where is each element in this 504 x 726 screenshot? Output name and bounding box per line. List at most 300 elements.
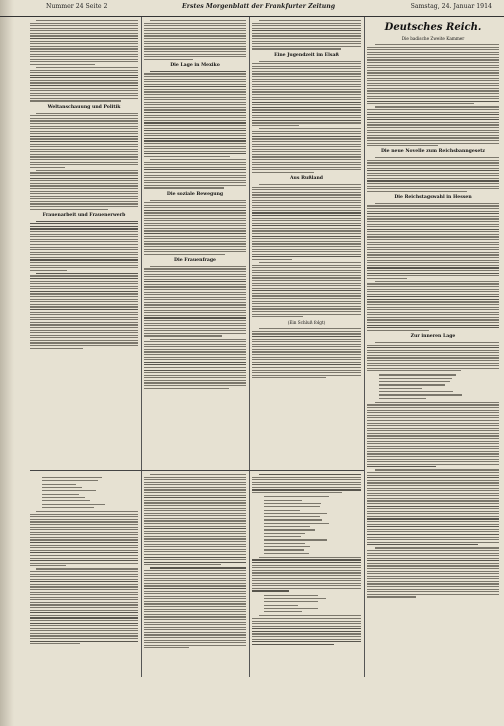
text-line — [367, 586, 499, 587]
text-line — [144, 585, 246, 586]
text-line — [252, 249, 361, 250]
text-line — [367, 461, 499, 462]
text-line — [30, 337, 138, 338]
text-line — [42, 504, 105, 505]
text-line — [30, 162, 138, 163]
text-line — [367, 423, 499, 424]
text-line — [30, 151, 138, 152]
text-line — [367, 231, 499, 232]
text-line — [252, 303, 361, 304]
text-line — [367, 270, 499, 271]
text-line — [367, 162, 499, 163]
text-line — [144, 177, 246, 178]
text-line — [144, 89, 246, 90]
text-line — [144, 143, 246, 144]
text-line — [30, 301, 138, 302]
text-line — [252, 331, 361, 332]
text-line — [30, 146, 138, 147]
text-line — [252, 38, 361, 39]
text-line — [252, 354, 361, 355]
text-line — [367, 244, 499, 245]
text-line — [144, 128, 246, 129]
text-line — [367, 213, 499, 214]
text-line — [144, 187, 224, 188]
text-line — [252, 223, 361, 224]
text-line — [252, 120, 361, 121]
text-line — [252, 241, 361, 242]
text-line — [252, 295, 361, 296]
text-line — [367, 583, 499, 584]
text-line — [144, 315, 246, 316]
text-line — [144, 274, 246, 275]
text-line — [367, 498, 499, 499]
text-line — [150, 71, 246, 72]
text-line — [144, 254, 225, 255]
text-line — [144, 538, 246, 539]
text-line — [30, 159, 138, 160]
text-line — [367, 370, 461, 371]
text-line — [30, 43, 138, 44]
text-line — [367, 88, 499, 89]
text-line — [367, 80, 499, 81]
text-line — [144, 212, 246, 213]
text-line — [252, 590, 289, 591]
text-line — [264, 549, 304, 550]
text-line — [30, 586, 138, 587]
text-line — [252, 333, 361, 334]
text-line — [367, 495, 499, 496]
text-paragraph — [367, 203, 499, 279]
text-line — [36, 170, 138, 171]
text-line — [144, 115, 246, 116]
text-line — [367, 175, 499, 176]
text-line — [252, 41, 361, 42]
text-line — [30, 519, 138, 520]
text-line — [367, 168, 499, 169]
text-paragraph — [367, 44, 499, 104]
text-line — [252, 251, 361, 252]
text-line — [144, 302, 246, 303]
text-paragraph — [252, 557, 361, 592]
text-line — [367, 234, 499, 235]
text-line — [367, 205, 499, 206]
text-line — [144, 238, 246, 239]
text-line — [144, 645, 246, 646]
text-line — [144, 549, 246, 550]
text-line — [144, 372, 246, 373]
text-line — [367, 544, 478, 545]
text-line — [30, 254, 138, 255]
text-line — [30, 149, 138, 150]
text-line — [252, 33, 361, 34]
text-line — [144, 351, 246, 352]
text-line — [252, 122, 361, 123]
text-line — [367, 550, 499, 551]
text-line — [252, 91, 361, 92]
text-line — [252, 81, 361, 82]
text-line — [144, 492, 246, 493]
text-line — [252, 189, 361, 190]
text-line — [150, 200, 246, 201]
text-line — [144, 299, 246, 300]
text-line — [252, 628, 361, 629]
text-line — [252, 228, 361, 229]
text-line — [30, 247, 138, 248]
text-line — [252, 362, 361, 363]
text-line — [144, 220, 246, 221]
text-line — [367, 224, 499, 225]
text-line — [252, 370, 361, 371]
text-line — [144, 223, 246, 224]
text-line — [367, 124, 499, 125]
text-line — [144, 593, 246, 594]
text-line — [252, 79, 361, 80]
text-line — [367, 260, 499, 261]
text-line — [144, 627, 246, 628]
text-line — [264, 601, 318, 602]
text-line — [42, 477, 102, 478]
text-line — [144, 185, 246, 186]
text-line — [144, 117, 246, 118]
text-line — [30, 133, 138, 134]
text-line — [144, 79, 246, 80]
text-line — [367, 365, 499, 366]
text-line — [144, 385, 246, 386]
text-line — [144, 84, 246, 85]
text-line — [30, 28, 138, 29]
text-paragraph — [30, 511, 138, 566]
text-line — [144, 359, 246, 360]
text-line — [144, 307, 246, 308]
text-line — [30, 527, 138, 528]
text-line — [144, 104, 246, 105]
text-line — [367, 581, 499, 582]
text-line — [367, 539, 499, 540]
text-line — [252, 359, 361, 360]
text-line — [367, 218, 499, 219]
text-line — [252, 559, 361, 560]
text-line — [367, 410, 499, 411]
text-line — [144, 48, 246, 49]
text-line — [252, 43, 361, 44]
text-line — [367, 278, 407, 279]
text-line — [144, 513, 246, 514]
text-line — [30, 93, 138, 94]
text-line — [367, 534, 499, 535]
text-line — [30, 98, 138, 99]
text-line — [252, 167, 361, 168]
text-line — [252, 631, 361, 632]
text-line — [144, 603, 246, 604]
text-paragraph — [252, 262, 361, 317]
text-line — [30, 348, 83, 349]
text-line — [252, 572, 361, 573]
text-line — [375, 342, 499, 343]
text-line — [144, 81, 246, 82]
text-line — [264, 533, 305, 534]
text-line — [252, 71, 361, 72]
text-line — [367, 420, 499, 421]
column-3 — [252, 20, 361, 468]
text-line — [252, 207, 361, 208]
text-line — [252, 164, 361, 165]
text-line — [367, 589, 499, 590]
text-line — [144, 180, 246, 181]
text-line — [144, 112, 246, 113]
text-line — [144, 135, 246, 136]
text-line — [367, 62, 499, 63]
text-line — [367, 477, 499, 478]
text-paragraph — [144, 20, 246, 60]
text-line — [252, 215, 361, 216]
text-line — [30, 340, 138, 341]
text-line — [367, 506, 499, 507]
text-line — [42, 487, 82, 488]
text-line — [30, 345, 138, 346]
feuilleton-column-1 — [30, 474, 138, 688]
text-line — [252, 200, 361, 201]
text-line — [367, 289, 499, 290]
text-line — [30, 322, 138, 323]
text-line — [367, 355, 499, 356]
text-line — [367, 558, 499, 559]
text-line — [367, 178, 499, 179]
text-line — [144, 286, 246, 287]
text-line — [30, 228, 138, 229]
text-line — [30, 234, 138, 235]
text-line — [144, 109, 246, 110]
text-line — [252, 73, 361, 74]
text-line — [367, 500, 499, 501]
text-line — [30, 641, 138, 642]
text-line — [144, 622, 246, 623]
text-line — [144, 629, 246, 630]
text-line — [252, 306, 361, 307]
text-line — [30, 41, 138, 42]
text-line — [252, 578, 361, 579]
text-line — [144, 243, 246, 244]
text-line — [367, 52, 499, 53]
text-paragraph — [30, 170, 138, 210]
text-line — [30, 514, 138, 515]
text-line — [30, 314, 138, 315]
text-line — [30, 534, 138, 535]
text-line — [252, 238, 361, 239]
text-line — [144, 228, 246, 229]
text-line — [144, 38, 246, 39]
text-line — [252, 89, 361, 90]
text-line — [252, 76, 361, 77]
text-line — [30, 633, 138, 634]
text-line — [375, 402, 499, 403]
text-line — [144, 575, 246, 576]
text-line — [144, 125, 246, 126]
text-line — [367, 267, 499, 268]
text-line — [264, 605, 298, 606]
text-line — [144, 107, 246, 108]
text-line — [259, 474, 361, 475]
text-line — [30, 180, 138, 181]
text-line — [252, 230, 361, 231]
text-line — [367, 119, 499, 120]
text-line — [367, 529, 499, 530]
text-line — [367, 247, 499, 248]
text-line — [144, 624, 246, 625]
text-line — [144, 23, 246, 24]
text-line — [30, 521, 138, 522]
text-line — [30, 95, 138, 96]
text-line — [252, 339, 361, 340]
text-line — [30, 54, 138, 55]
text-line — [252, 288, 361, 289]
text-line — [367, 407, 499, 408]
text-line — [252, 25, 361, 26]
text-line — [375, 203, 499, 204]
text-paragraph — [367, 402, 499, 468]
text-line — [379, 394, 462, 395]
text-line — [30, 193, 138, 194]
text-line — [144, 130, 246, 131]
text-line — [252, 169, 361, 170]
text-line — [252, 192, 361, 193]
section-heading: Die Lage in Mexiko — [170, 62, 220, 68]
text-line — [36, 67, 138, 68]
text-paragraph — [30, 568, 138, 644]
text-line — [367, 475, 499, 476]
text-line — [30, 565, 66, 566]
text-paragraph — [252, 20, 361, 50]
text-line — [367, 208, 499, 209]
text-line — [264, 608, 318, 609]
text-line — [30, 524, 138, 525]
text-line — [252, 479, 361, 480]
text-line — [30, 257, 138, 258]
text-line — [375, 157, 499, 158]
text-line — [30, 296, 138, 297]
text-line — [30, 48, 138, 49]
issue-number: Nummer 24 Seite 2 — [46, 3, 108, 10]
text-line — [367, 438, 499, 439]
text-line — [367, 229, 499, 230]
text-line — [259, 128, 361, 129]
text-line — [367, 114, 499, 115]
text-line — [367, 173, 499, 174]
text-line — [367, 299, 499, 300]
text-line — [367, 430, 499, 431]
text-line — [367, 296, 499, 297]
text-line — [252, 133, 361, 134]
text-line — [252, 28, 361, 29]
text-line — [367, 309, 499, 310]
text-line — [367, 531, 499, 532]
text-line — [367, 140, 499, 141]
text-line — [30, 275, 138, 276]
text-line — [144, 477, 246, 478]
text-line — [367, 537, 499, 538]
text-line — [144, 91, 246, 92]
text-line — [367, 180, 499, 181]
text-line — [144, 564, 221, 565]
text-line — [252, 280, 361, 281]
text-line — [144, 573, 246, 574]
text-line — [30, 635, 138, 636]
text-line — [144, 328, 246, 329]
text-line — [252, 270, 361, 271]
column-rule — [141, 17, 142, 677]
text-line — [30, 324, 138, 325]
text-line — [367, 262, 499, 263]
text-line — [367, 571, 499, 572]
text-line — [252, 492, 342, 493]
text-line — [252, 489, 361, 490]
text-line — [367, 249, 499, 250]
text-line — [367, 137, 499, 138]
text-line — [144, 380, 246, 381]
text-line — [367, 72, 499, 73]
text-line — [30, 270, 67, 271]
section-heading: Zur inneren Lage — [410, 333, 456, 339]
text-line — [144, 619, 246, 620]
text-paragraph — [252, 61, 361, 127]
text-line — [252, 633, 361, 634]
text-line — [252, 144, 361, 145]
text-line — [144, 46, 246, 47]
text-line — [30, 100, 121, 101]
text-line — [30, 574, 138, 575]
text-line — [367, 508, 499, 509]
text-line — [252, 125, 299, 126]
text-line — [144, 482, 246, 483]
text-line — [30, 594, 138, 595]
text-line — [252, 136, 361, 137]
text-line — [144, 497, 246, 498]
text-line — [144, 73, 246, 74]
text-line — [252, 104, 361, 105]
text-line — [367, 480, 499, 481]
text-line — [144, 632, 246, 633]
text-line — [30, 25, 138, 26]
text-line — [252, 277, 361, 278]
text-line — [252, 275, 361, 276]
text-line — [367, 521, 499, 522]
text-line — [367, 96, 499, 97]
text-line — [367, 265, 499, 266]
text-line — [30, 164, 138, 165]
text-line — [367, 345, 499, 346]
section-heading: Eine Jugendzeit im Elsaß — [274, 52, 339, 58]
text-line — [252, 290, 361, 291]
text-line — [30, 239, 138, 240]
text-line — [30, 123, 138, 124]
text-line — [252, 117, 361, 118]
text-line — [30, 90, 138, 91]
text-line — [252, 63, 361, 64]
text-line — [367, 75, 499, 76]
text-line — [144, 164, 246, 165]
text-line — [30, 293, 138, 294]
text-line — [30, 144, 138, 145]
text-line — [375, 44, 499, 45]
text-line — [264, 536, 301, 537]
text-line — [144, 99, 246, 100]
text-line — [367, 350, 499, 351]
text-line — [252, 66, 361, 67]
text-line — [367, 435, 499, 436]
text-line — [144, 596, 246, 597]
text-line — [30, 579, 138, 580]
text-line — [264, 510, 300, 511]
text-line — [367, 65, 499, 66]
